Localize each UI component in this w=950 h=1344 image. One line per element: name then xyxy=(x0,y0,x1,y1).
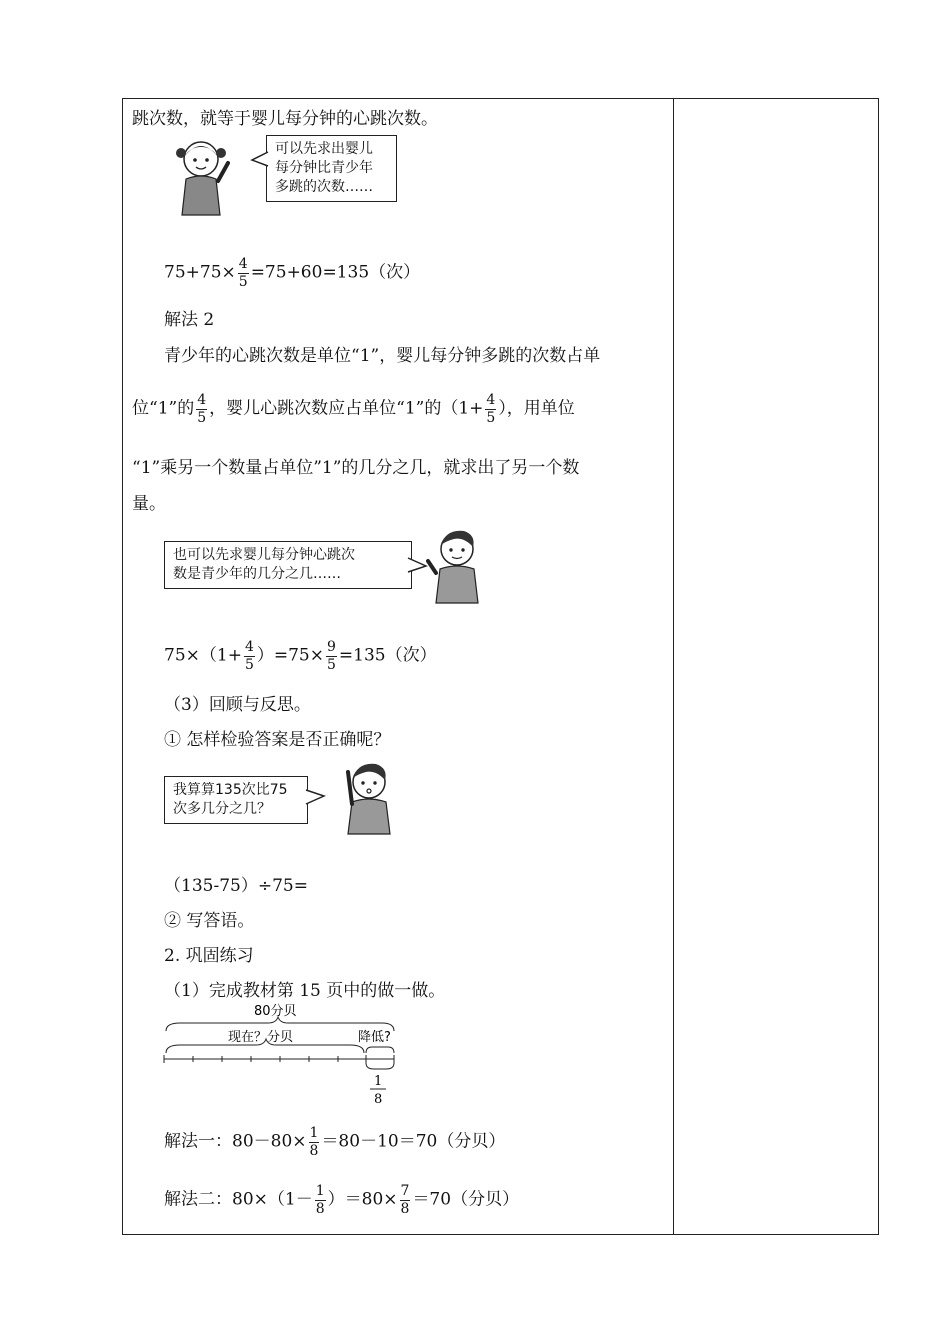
boy-illustration-1 xyxy=(424,525,490,610)
boy-speech-bubble-1: 也可以先求婴儿每分钟心跳次 数是青少年的几分之几…… xyxy=(164,541,412,589)
review-heading: （3）回顾与反思。 xyxy=(164,695,311,715)
fraction-denominator: 8 xyxy=(309,1142,319,1159)
practice-item-1: （1）完成教材第 15 页中的做一做。 xyxy=(164,981,446,1001)
answer-instruction: ② 写答语。 xyxy=(164,911,255,931)
fraction-numerator: 1 xyxy=(309,1125,319,1141)
fraction-four-fifths xyxy=(196,393,207,425)
calc2-part-a: 75×（1+ xyxy=(164,645,242,666)
calc1-part-a: 75+75× xyxy=(164,262,236,283)
p2-part-c: ），用单位 xyxy=(498,398,575,419)
solution-2 xyxy=(164,1184,519,1216)
text-line-1: 跳次数，就等于婴儿每分钟的心跳次数。 xyxy=(132,109,438,129)
calc2-part-c: =135（次） xyxy=(338,645,437,666)
diagram-total-label: 80分贝 xyxy=(254,1004,297,1019)
method-2-heading: 解法 2 xyxy=(164,310,215,330)
fraction-denominator: 5 xyxy=(197,409,207,426)
fraction-numerator: 4 xyxy=(197,392,207,408)
line-segment-diagram xyxy=(160,1001,410,1114)
diagram-now-label: 现在？分贝 xyxy=(228,1030,294,1045)
paragraph-line-3: “1”乘另一个数量占单位”1”的几分之几，就求出了另一个数 xyxy=(132,458,580,478)
fraction-denominator: 5 xyxy=(326,656,336,673)
fraction-numerator: 1 xyxy=(315,1183,325,1199)
column-divider xyxy=(673,98,674,1235)
fraction-four-fifths xyxy=(244,640,255,672)
fraction-denominator: 5 xyxy=(486,409,496,426)
calc2-part-b: ）=75× xyxy=(256,645,324,666)
fraction-four-fifths xyxy=(485,393,496,425)
fraction-seven-eighths xyxy=(400,1184,411,1216)
paragraph-line-4: 量。 xyxy=(132,494,166,514)
girl-illustration xyxy=(168,135,238,222)
p2-part-b: ，婴儿心跳次数应占单位“1”的（1+ xyxy=(209,398,484,419)
calc-line-2 xyxy=(164,640,437,672)
fraction-numerator: 9 xyxy=(326,639,336,655)
boy-speech-bubble-2: 我算算135次比75 次多几分之几？ xyxy=(164,776,308,824)
fraction-one-eighth xyxy=(315,1184,326,1216)
fraction-denominator: 8 xyxy=(400,1200,410,1217)
check-question: ① 怎样检验答案是否正确呢？ xyxy=(164,730,391,750)
solution-1 xyxy=(164,1126,505,1158)
p2-part-a: 位“1”的 xyxy=(132,398,195,419)
fraction-four-fifths xyxy=(238,257,249,289)
fraction-numerator: 7 xyxy=(400,1183,410,1199)
sol2-part-b: ）＝80× xyxy=(327,1189,398,1210)
paragraph-line-1: 青少年的心跳次数是单位“1”，婴儿每分钟多跳的次数占单 xyxy=(164,346,601,366)
sol1-part-b: ＝80－10＝70（分贝） xyxy=(321,1131,506,1152)
girl-speech-bubble: 可以先求出婴儿 每分钟比青少年 多跳的次数…… xyxy=(266,135,397,202)
fraction-numerator: 4 xyxy=(238,256,248,272)
calc-line-3: （135-75）÷75= xyxy=(164,876,308,896)
sol1-part-a: 解法一：80－80× xyxy=(164,1131,307,1152)
boy-illustration-2 xyxy=(338,758,400,841)
fraction-one-eighth xyxy=(309,1126,320,1158)
diagram-frac-num: 1 xyxy=(374,1074,383,1089)
fraction-denominator: 8 xyxy=(315,1200,325,1217)
boy2-bubble-tail xyxy=(304,788,326,808)
diagram-frac-den: 8 xyxy=(374,1092,383,1107)
paragraph-line-2 xyxy=(132,393,575,425)
sol2-part-a: 解法二：80×（1－ xyxy=(164,1189,313,1210)
fraction-nine-fifths xyxy=(326,640,337,672)
fraction-numerator: 4 xyxy=(486,392,496,408)
sol2-part-c: ＝70（分贝） xyxy=(412,1189,520,1210)
fraction-numerator: 4 xyxy=(244,639,254,655)
diagram-reduce-label: 降低? xyxy=(358,1030,391,1045)
fraction-denominator: 5 xyxy=(238,273,248,290)
practice-heading: 2. 巩固练习 xyxy=(164,946,254,966)
calc-line-1 xyxy=(164,257,420,289)
girl-bubble-tail xyxy=(250,150,270,170)
calc1-part-b: =75+60=135（次） xyxy=(250,262,421,283)
fraction-denominator: 5 xyxy=(244,656,254,673)
